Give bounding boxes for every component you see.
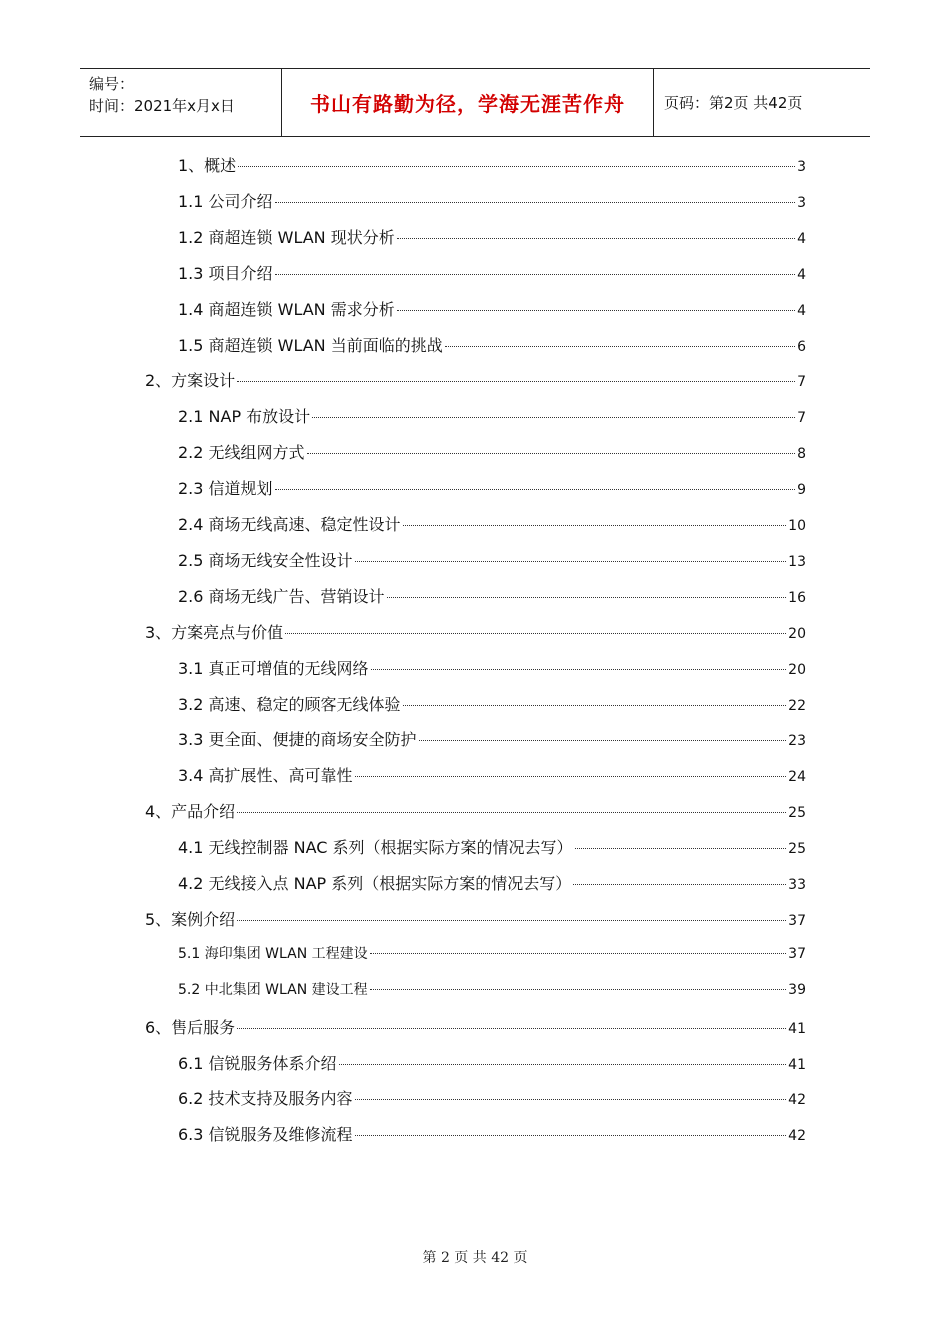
toc-entry-label: 3.4 高扩展性、高可靠性 <box>178 766 353 786</box>
toc-entry-page: 20 <box>788 625 806 642</box>
toc-dot-leader <box>370 953 787 954</box>
toc-entry-page: 39 <box>788 981 806 998</box>
toc-dot-leader <box>371 669 787 670</box>
header-page-text: 页码：第2页 共42页 <box>664 94 803 112</box>
toc-entry[interactable] <box>178 727 806 753</box>
toc-entry-label: 4、产品介绍 <box>145 802 236 822</box>
toc-entry-label: 6.2 技术支持及服务内容 <box>178 1089 353 1109</box>
toc-entry-page: 25 <box>788 805 806 822</box>
toc-entry[interactable] <box>178 656 806 682</box>
toc-entry-label: 3.3 更全面、便捷的商场安全防护 <box>178 730 417 750</box>
toc-entry-label: 6.1 信锐服务体系介绍 <box>178 1053 337 1073</box>
toc-entry-page: 25 <box>788 841 806 858</box>
toc-entry-page: 23 <box>788 733 806 750</box>
toc-entry-label: 1.4 商超连锁 WLAN 需求分析 <box>178 299 395 319</box>
toc-entry-page: 37 <box>788 912 806 929</box>
toc-dot-leader <box>285 633 786 634</box>
toc-entry-page: 9 <box>797 482 806 499</box>
toc-entry[interactable] <box>178 297 806 323</box>
date-label: 时间：2021年x月x日 <box>89 97 235 115</box>
toc-entry-page: 4 <box>797 266 806 283</box>
toc-entry-label: 1、概述 <box>178 156 237 175</box>
toc-dot-leader <box>355 776 787 777</box>
toc-entry-label: 2.1 NAP 布放设计 <box>178 407 311 427</box>
toc-dot-leader <box>237 1028 786 1029</box>
toc-entry-page: 3 <box>797 159 806 175</box>
toc-entry-label: 1.1 公司介绍 <box>178 191 273 211</box>
toc-entry[interactable] <box>178 440 806 466</box>
toc-entry[interactable] <box>145 1015 806 1041</box>
toc-entry-label: 2.2 无线组网方式 <box>178 443 305 463</box>
toc-dot-leader <box>237 812 786 813</box>
toc-entry-page: 7 <box>797 410 806 427</box>
toc-entry-label: 4.2 无线接入点 NAP 系列（根据实际方案的情况去写） <box>178 874 572 893</box>
toc-dot-leader <box>237 381 795 382</box>
toc-entry[interactable] <box>178 584 806 610</box>
toc-entry[interactable] <box>178 1122 806 1148</box>
toc-entry[interactable] <box>178 763 806 789</box>
toc-entry[interactable] <box>178 333 806 359</box>
toc-entry[interactable] <box>178 404 806 430</box>
header-page-info <box>654 69 870 136</box>
toc-entry-label: 5、案例介绍 <box>145 909 236 929</box>
toc-entry[interactable] <box>178 692 806 718</box>
toc-dot-leader <box>445 346 795 347</box>
toc-entry-label: 3.2 高速、稳定的顾客无线体验 <box>178 694 401 714</box>
toc-dot-leader <box>275 274 796 275</box>
page-footer <box>0 1247 950 1267</box>
toc-entry[interactable] <box>178 261 806 287</box>
toc-entry-page: 37 <box>788 945 806 962</box>
toc-entry-label: 6.3 信锐服务及维修流程 <box>178 1125 353 1145</box>
toc-dot-leader <box>397 310 795 311</box>
toc-entry-label: 6、售后服务 <box>145 1017 236 1037</box>
toc-entry-page: 10 <box>788 518 806 534</box>
toc-dot-leader <box>370 989 787 990</box>
toc-entry[interactable] <box>178 835 806 861</box>
toc-entry-page: 33 <box>788 877 806 893</box>
toc-dot-leader <box>238 166 795 167</box>
toc-dot-leader <box>275 489 796 490</box>
toc-entry-page: 22 <box>788 697 806 714</box>
header-meta <box>80 69 282 136</box>
toc-dot-leader <box>307 453 796 454</box>
toc-entry-page: 20 <box>788 661 806 678</box>
toc-entry-label: 3、方案亮点与价值 <box>145 622 284 642</box>
header-motto: 书山有路勤为径，学海无涯苦作舟 <box>310 92 625 116</box>
toc-entry[interactable] <box>178 548 806 574</box>
page-header <box>80 68 870 137</box>
toc-entry[interactable] <box>178 189 806 215</box>
toc-entry-page: 6 <box>797 338 806 355</box>
toc-entry-label: 2.6 商场无线广告、营销设计 <box>178 586 385 606</box>
toc-entry-page: 41 <box>788 1056 806 1073</box>
toc-dot-leader <box>237 920 786 921</box>
toc-entry[interactable] <box>178 1051 806 1077</box>
toc-entry[interactable] <box>145 799 806 825</box>
toc-dot-leader <box>355 1135 787 1136</box>
toc-dot-leader <box>397 238 795 239</box>
toc-entry-page: 16 <box>788 589 806 606</box>
toc-dot-leader <box>339 1064 787 1065</box>
toc-entry[interactable] <box>178 979 806 1005</box>
toc-entry-label: 3.1 真正可增值的无线网络 <box>178 658 369 678</box>
toc-entry-page: 4 <box>797 302 806 319</box>
toc-dot-leader <box>275 202 796 203</box>
toc-entry[interactable] <box>178 225 806 251</box>
toc-entry-label: 5.2 中北集团 WLAN 建设工程 <box>178 981 368 998</box>
toc-entry-label: 1.3 项目介绍 <box>178 263 273 283</box>
toc-entry[interactable] <box>178 943 806 969</box>
toc-entry-page: 24 <box>788 769 806 786</box>
toc-dot-leader <box>573 884 786 885</box>
toc-entry-label: 2.4 商场无线高速、稳定性设计 <box>178 515 401 534</box>
toc-dot-leader <box>312 417 795 418</box>
toc-entry-label: 5.1 海印集团 WLAN 工程建设 <box>178 945 368 962</box>
toc-dot-leader <box>403 525 787 526</box>
toc-entry-label: 1.2 商超连锁 WLAN 现状分析 <box>178 227 395 247</box>
toc-dot-leader <box>575 848 787 849</box>
toc-entry[interactable] <box>145 907 806 933</box>
toc-dot-leader <box>355 561 787 562</box>
toc-entry-label: 2.3 信道规划 <box>178 479 273 499</box>
toc-entry-page: 42 <box>788 1092 806 1109</box>
toc-dot-leader <box>419 740 787 741</box>
toc-entry[interactable] <box>178 153 806 179</box>
toc-dot-leader <box>403 705 787 706</box>
toc-dot-leader <box>387 597 787 598</box>
toc-entry-label: 1.5 商超连锁 WLAN 当前面临的挑战 <box>178 335 443 355</box>
toc-entry[interactable] <box>145 620 806 646</box>
toc-entry-page: 41 <box>788 1020 806 1037</box>
toc-entry-page: 42 <box>788 1128 806 1145</box>
toc-entry-page: 13 <box>788 553 806 570</box>
toc-entry[interactable] <box>178 871 806 897</box>
toc-entry-page: 8 <box>797 446 806 463</box>
footer-page-number: 第 2 页 共 42 页 <box>422 1250 528 1266</box>
header-motto-cell <box>282 69 654 136</box>
toc-entry-page: 3 <box>797 194 806 211</box>
toc-entry[interactable] <box>145 368 806 394</box>
toc-entry[interactable] <box>178 476 806 502</box>
toc-entry-label: 2.5 商场无线安全性设计 <box>178 550 353 570</box>
toc-entry-page: 4 <box>797 230 806 247</box>
toc-entry-page: 7 <box>797 374 806 391</box>
toc-dot-leader <box>355 1099 787 1100</box>
toc-entry[interactable] <box>178 1086 806 1112</box>
toc-entry-label: 4.1 无线控制器 NAC 系列（根据实际方案的情况去写） <box>178 838 573 858</box>
toc-entry-label: 2、方案设计 <box>145 371 236 391</box>
toc-entry[interactable] <box>178 512 806 538</box>
serial-label: 编号： <box>89 75 135 93</box>
